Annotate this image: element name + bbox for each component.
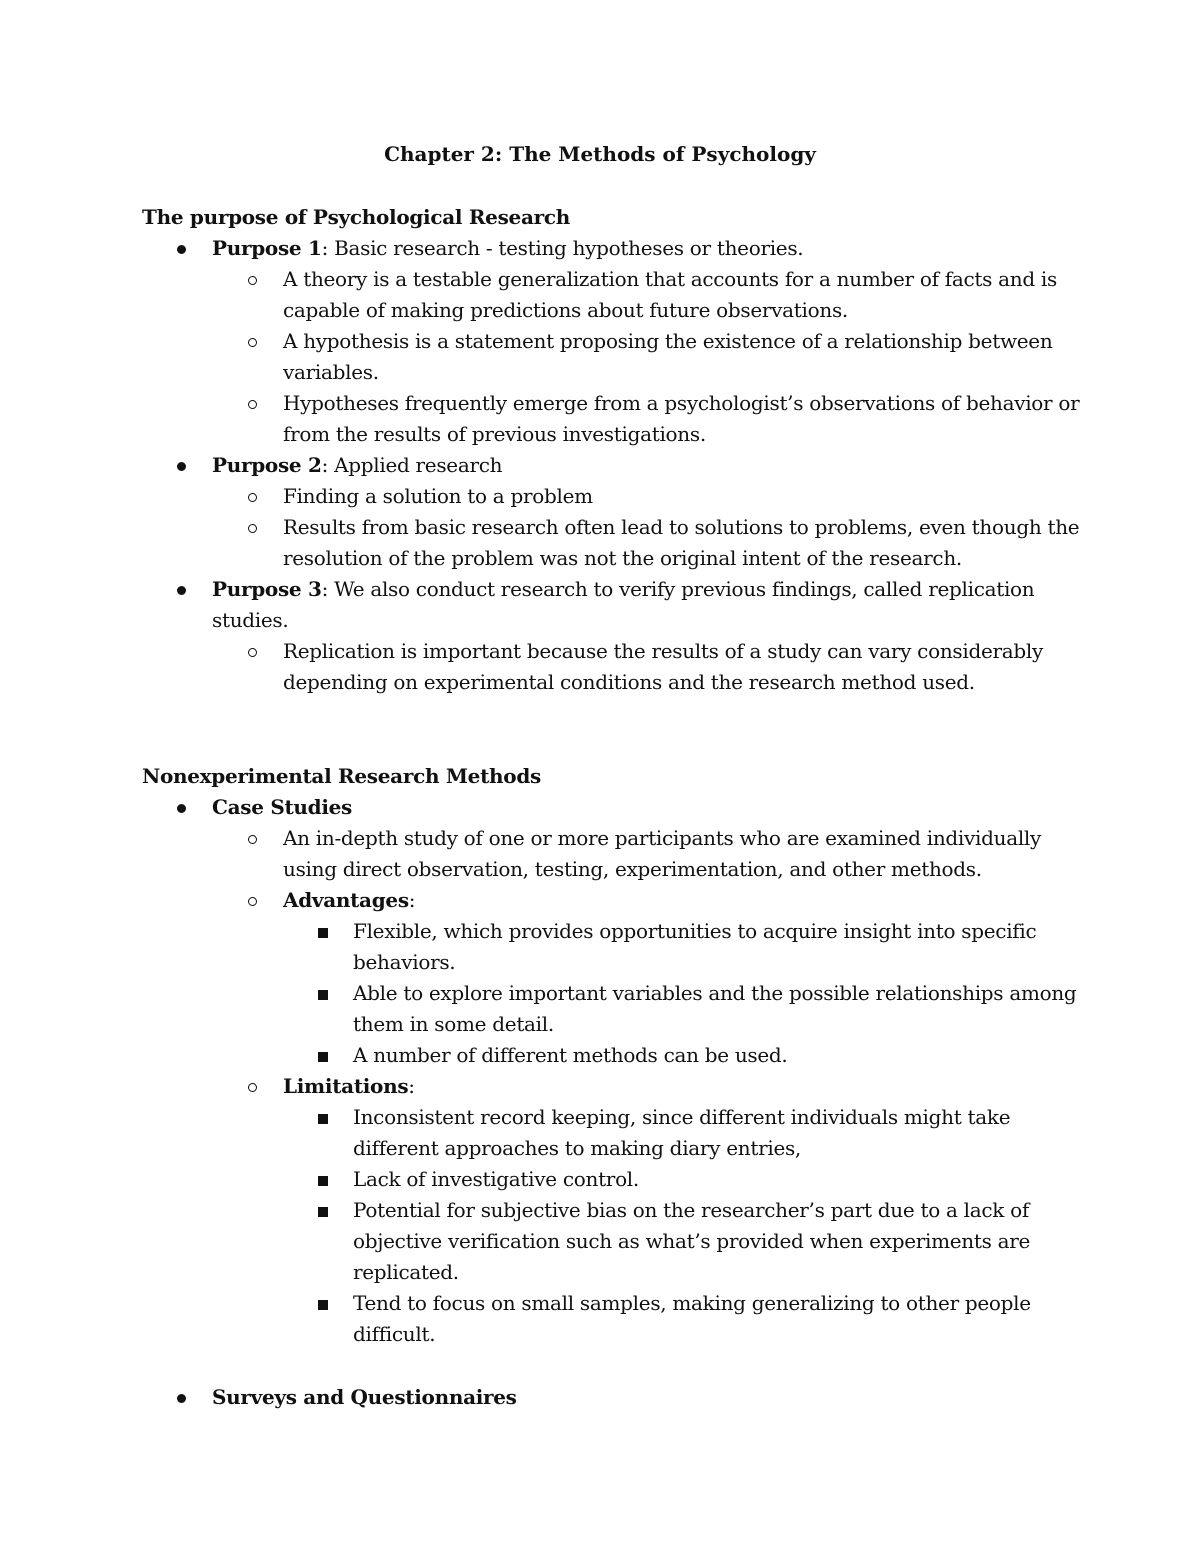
list-item-purpose-3-line-2: studies. [212,608,289,632]
list-item-purpose-3 [212,574,1034,605]
list-item-results-basic-line-1: Results from basic research often lead to solutions to problems, even though the [283,515,1080,539]
list-item-theory-line-2: capable of making predictions about future observations. [283,298,848,322]
advantages-label: Advantages [283,888,409,912]
list-item-lim-3-line-3: replicated. [353,1260,459,1284]
limitations-label: Limitations [283,1074,409,1098]
bullet-square-icon [318,916,328,947]
bullet-disc-icon [177,574,186,605]
list-item-case-def-line-1: An in-depth study of one or more participants who are examined individually [283,826,1042,850]
bullet-circle-icon [248,326,257,357]
list-item-lim-4-line-1: Tend to focus on small samples, making generalizing to other people [353,1291,1031,1315]
list-item-adv-1-line-1: Flexible, which provides opportunities to acquire insight into specific [353,919,1037,943]
bullet-square-icon [318,1102,328,1133]
list-item-purpose-1 [212,233,803,264]
list-item-advantages [283,885,415,916]
list-item-lim-4-line-2: difficult. [353,1322,436,1346]
list-item-results-basic-line-2: resolution of the problem was not the original intent of the research. [283,546,962,570]
bullet-circle-icon [248,823,257,854]
list-item-case-studies: Case Studies [212,795,353,819]
section-heading-nonexperimental: Nonexperimental Research Methods [142,764,541,788]
list-item-hypothesis-line-2: variables. [283,360,379,384]
list-item-lim-3-line-2: objective verification such as what’s provided when experiments are [353,1229,1031,1253]
list-item-lim-1-line-1: Inconsistent record keeping, since different individuals might take [353,1105,1011,1129]
list-item-theory-line-1: A theory is a testable generalization that accounts for a number of facts and is [283,267,1057,291]
bullet-circle-icon [248,636,257,667]
bullet-square-icon [318,1195,328,1226]
bullet-circle-icon [248,388,257,419]
list-item-lim-2: Lack of investigative control. [353,1167,639,1191]
purpose-1-label: Purpose 1 [212,236,322,260]
list-item-lim-3-line-1: Potential for subjective bias on the researcher’s part due to a lack of [353,1198,1030,1222]
purpose-3-label: Purpose 3 [212,577,322,601]
list-item-hypotheses-emerge-line-2: from the results of previous investigations. [283,422,706,446]
list-item-purpose-2 [212,450,502,481]
purpose-3-text: : We also conduct research to verify previous findings, called replication [321,577,1035,601]
list-item-case-def-line-2: using direct observation, testing, experimentation, and other methods. [283,857,982,881]
purpose-2-text: : Applied research [321,453,503,477]
purpose-1-text: : Basic research - testing hypotheses or theories. [321,236,804,260]
bullet-disc-icon [177,1382,186,1413]
bullet-square-icon [318,1040,328,1071]
list-item-replication-line-2: depending on experimental conditions and the research method used. [283,670,975,694]
list-item-lim-1-line-2: different approaches to making diary entries, [353,1136,801,1160]
list-item-surveys: Surveys and Questionnaires [212,1385,517,1409]
advantages-colon: : [408,888,416,912]
bullet-square-icon [318,978,328,1009]
bullet-disc-icon [177,792,186,823]
list-item-replication-line-1: Replication is important because the results of a study can vary considerably [283,639,1043,663]
bullet-disc-icon [177,233,186,264]
limitations-colon: : [408,1074,415,1098]
purpose-2-label: Purpose 2 [212,453,322,477]
list-item-adv-2-line-1: Able to explore important variables and the possible relationships among [353,981,1077,1005]
list-item-hypotheses-emerge-line-1: Hypotheses frequently emerge from a psychologist’s observations of behavior or [283,391,1080,415]
bullet-circle-icon [248,1071,257,1102]
bullet-circle-icon [248,512,257,543]
section-heading-purpose: The purpose of Psychological Research [142,205,570,229]
bullet-square-icon [318,1288,328,1319]
list-item-adv-1-line-2: behaviors. [353,950,456,974]
bullet-square-icon [318,1164,328,1195]
bullet-circle-icon [248,481,257,512]
bullet-circle-icon [248,885,257,916]
list-item-limitations [283,1071,415,1102]
list-item-adv-2-line-2: them in some detail. [353,1012,554,1036]
bullet-disc-icon [177,450,186,481]
list-item-finding-solution: Finding a solution to a problem [283,484,593,508]
page-title: Chapter 2: The Methods of Psychology [384,142,816,166]
list-item-hypothesis-line-1: A hypothesis is a statement proposing the existence of a relationship between [283,329,1053,353]
list-item-adv-3: A number of different methods can be used. [353,1043,788,1067]
bullet-circle-icon [248,264,257,295]
